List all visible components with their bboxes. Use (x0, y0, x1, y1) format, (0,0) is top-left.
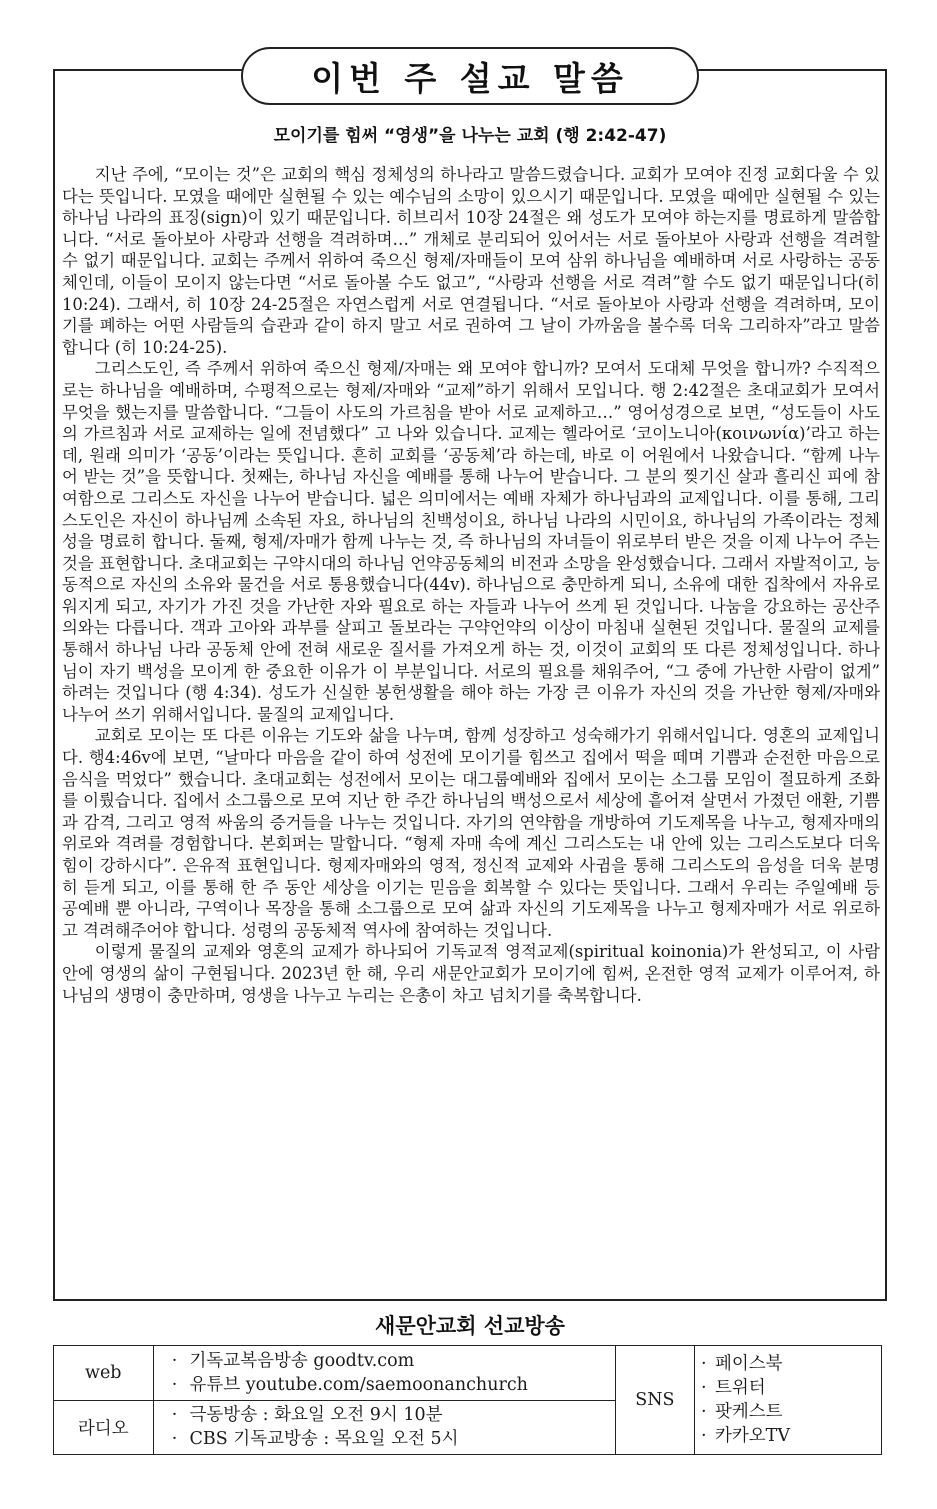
sns-item-text: 카카오TV (714, 1426, 790, 1446)
list-item (160, 1373, 609, 1397)
radio-item-text: CBS 기독교방송 : 목요일 오전 5시 (189, 1429, 459, 1450)
table-row (54, 1346, 882, 1401)
sns-label: SNS (615, 1346, 694, 1455)
list-item (160, 1427, 609, 1451)
bullet: · (171, 1405, 178, 1426)
broadcast-table (53, 1345, 882, 1455)
bullet: · (171, 1429, 178, 1450)
web-label: web (54, 1346, 154, 1401)
bullet: · (700, 1378, 707, 1398)
sns-item-text: 페이스북 (714, 1354, 783, 1374)
radio-label: 라디오 (54, 1400, 154, 1455)
sermon-paragraph: 그리스도인, 즉 주께서 위하여 죽으신 형제/자매는 왜 모여야 합니까? 모여서 도대체 무엇을 합니까? 수직적으로는 하나님을 예배하며, 수평적으로는 형제/자매와 “교제”하기 위해서 모입니다. 행 2:42절은 초대교회가 모여서 무엇을 했는지를 말씀합니다. “그들이 사도의 가르침을 받아 서로 교제하고…” 영어성경으로 보면, “성도들이 사도의 가르침과 서로 교제하는 일에 전념했다” 고 나와 있습니다. 교제는 헬라어로 ‘코이노니아(κοινωνία)’라고 하는데, 원래 의미가 ‘공동’이라는 뜻입니다. 흔히 교회를 ‘공동체’라 하는데, 바로 이 어원에서 나왔습니다. “함께 나누어 받는 것”을 뜻합니다. 첫째는, 하나님 자신을 예배를 통해 나누어 받습니다. 그 분의 찢기신 살과 흘리신 피에 참여함으로 그리스도 자신을 나누어 받습니다. 넓은 의미에서는 예배 자체가 하나님과의 교제입니다. 이를 통해, 그리스도인은 자신이 하나님께 소속된 자요, 하나님의 친백성이요, 하나님 나라의 시민이요, 하나님의 가족이라는 정체성을 명료히 합니다. 둘째, 형제/자매가 함께 나누는 것, 즉 하나님의 자녀들이 위로부터 받은 것을 이제 나누어 주는 것을 표현합니다. 초대교회는 구약시대의 하나님 언약공동체의 비전과 소망을 완성했습니다. 그래서 자발적이고, 능동적으로 자신의 소유와 물건을 서로 통용했습니다(44v). 하나님으로 충만하게 되니, 소유에 대한 집착에서 자유로워지게 되고, 자기가 가진 것을 가난한 자와 필요로 하는 자들과 나누어 쓰게 된 것입니다. 나눔을 강요하는 공산주의와는 다릅니다. 객과 고아와 과부를 살피고 돌보라는 구약언약의 이상이 마침내 실현된 것입니다. 물질의 교제를 통해서 하나님 나라 공동체 안에 전혀 새로운 질서를 가져오게 하는 것, 이것이 교회의 또 다른 정체성입니다. 하나님이 자기 백성을 모이게 한 중요한 이유가 이 부분입니다. 서로의 필요를 채워주어, “그 중에 가난한 사람이 없게” 하려는 것입니다 (행 4:34). 성도가 신실한 봉헌생활을 해야 하는 가장 큰 이유가 자신의 것을 가난한 형제/자매와 나누어 쓰기 위해서입니다. 물질의 교제입니다. (62, 359, 880, 724)
web-items (153, 1346, 615, 1401)
sns-items (694, 1346, 881, 1455)
sermon-paragraph: 이렇게 물질의 교제와 영혼의 교제가 하나되어 기독교적 영적교제(spiritual koinonia)가 완성되고, 이 사람 안에 영생의 삶이 구현됩니다. 2023년 한 해, 우리 새문안교회가 모이기에 힘써, 온전한 영적 교제가 이루어져, 하나님의 생명이 충만하며, 영생을 나누고 누리는 은총이 차고 넘치기를 축복합니다. (62, 942, 880, 1005)
list-item (701, 1400, 875, 1424)
web-item-text: 기독교복음방송 goodtv.com (189, 1350, 415, 1371)
list-item (701, 1376, 875, 1400)
bullet: · (700, 1402, 707, 1422)
bullet: · (700, 1354, 707, 1374)
page-title: 이번 주 설교 말씀 (241, 47, 699, 105)
radio-item-text: 극동방송 : 화요일 오전 9시 10분 (189, 1405, 443, 1426)
list-item (701, 1424, 875, 1448)
radio-items (153, 1400, 615, 1455)
sns-item-text: 팟케스트 (714, 1402, 783, 1422)
bullet: · (171, 1350, 178, 1371)
sermon-paragraph: 교회로 모이는 또 다른 이유는 기도와 삶을 나누며, 함께 성장하고 성숙해가기 위해서입니다. 영혼의 교제입니다. 행4:46v에 보면, “날마다 마음을 같이 하여 성전에 모이기를 힘쓰고 집에서 떡을 떼며 기쁨과 순전한 마음으로 음식을 먹었다” 했습니다. 초대교회는 성전에서 모이는 대그룹예배와 집에서 모이는 소그룹 모임이 절묘하게 조화를 이뤘습니다. 집에서 소그룹으로 모여 지난 한 주간 하나님의 백성으로서 세상에 흩어져 살면서 가졌던 애환, 기쁨과 감격, 그리고 영적 싸움의 증거들을 나누는 것입니다. 자기의 연약함을 개방하여 기도제목을 나누고, 형제자매의 위로와 격려를 경험합니다. 본회퍼는 말합니다. “형제 자매 속에 계신 그리스도는 내 안에 있는 그리스도보다 더욱 힘이 강하시다”. 은유적 표현입니다. 형제자매와의 영적, 정신적 교제와 사귐을 통해 그리스도의 음성을 더욱 분명히 듣게 되고, 이를 통해 한 주 동안 세상을 이기는 믿음을 회복할 수 있다는 뜻입니다. 그래서 우리는 주일예배 등 공예배 뿐 아니라, 구역이나 목장을 통해 소그룹으로 모여 삶과 자신의 기도제목을 나누고 형제자매가 서로 위로하고 격려해주어야 합니다. 성령의 공동체적 역사에 참여하는 것입니다. (62, 726, 880, 940)
web-item-text: 유튜브 youtube.com/saemoonanchurch (189, 1374, 528, 1395)
sermon-body (62, 164, 880, 1006)
sermon-subtitle: 모이기를 힘써 “영생”을 나누는 교회 (행 2:42-47) (273, 126, 667, 146)
broadcast-title: 새문안교회 선교방송 (375, 1314, 565, 1338)
sermon-paragraph: 지난 주에, “모이는 것”은 교회의 핵심 정체성의 하나라고 말씀드렸습니다. 교회가 모여야 진정 교회다울 수 있다는 뜻입니다. 모였을 때에만 실현될 수 있는 예수님의 소망이 있으시기 때문입니다. 모였을 때에만 실현될 수 있는 하나님 나라의 표징(sign)이 있기 때문입니다. 히브리서 10장 24절은 왜 성도가 모여야 하는지를 명료하게 말씀합니다. “서로 돌아보아 사랑과 선행을 격려하며…” 개체로 분리되어 있어서는 서로 돌아보아 사랑과 선행을 격려할 수 없기 때문입니다. 교회는 주께서 위하여 죽으신 형제/자매들이 모여 삼위 하나님을 예배하며 서로 사랑하는 공동체인데, 이들이 모이지 않는다면 “서로 돌아볼 수도 없고”, “사랑과 선행을 서로 격려”할 수도 없기 때문입니다(히 10:24). 그래서, 히 10장 24-25절은 자연스럽게 서로 연결됩니다. “서로 돌아보아 사랑과 선행을 격려하며, 모이기를 폐하는 어떤 사람들의 습관과 같이 하지 말고 서로 권하여 그 날이 가까움을 볼수록 더욱 그리하자”라고 말씀합니다 (히 10:24-25). (62, 165, 880, 357)
list-item (160, 1403, 609, 1427)
bullet: · (700, 1426, 707, 1446)
sns-item-text: 트위터 (714, 1378, 766, 1398)
list-item (160, 1349, 609, 1373)
bullet: · (171, 1374, 178, 1395)
list-item (701, 1352, 875, 1376)
